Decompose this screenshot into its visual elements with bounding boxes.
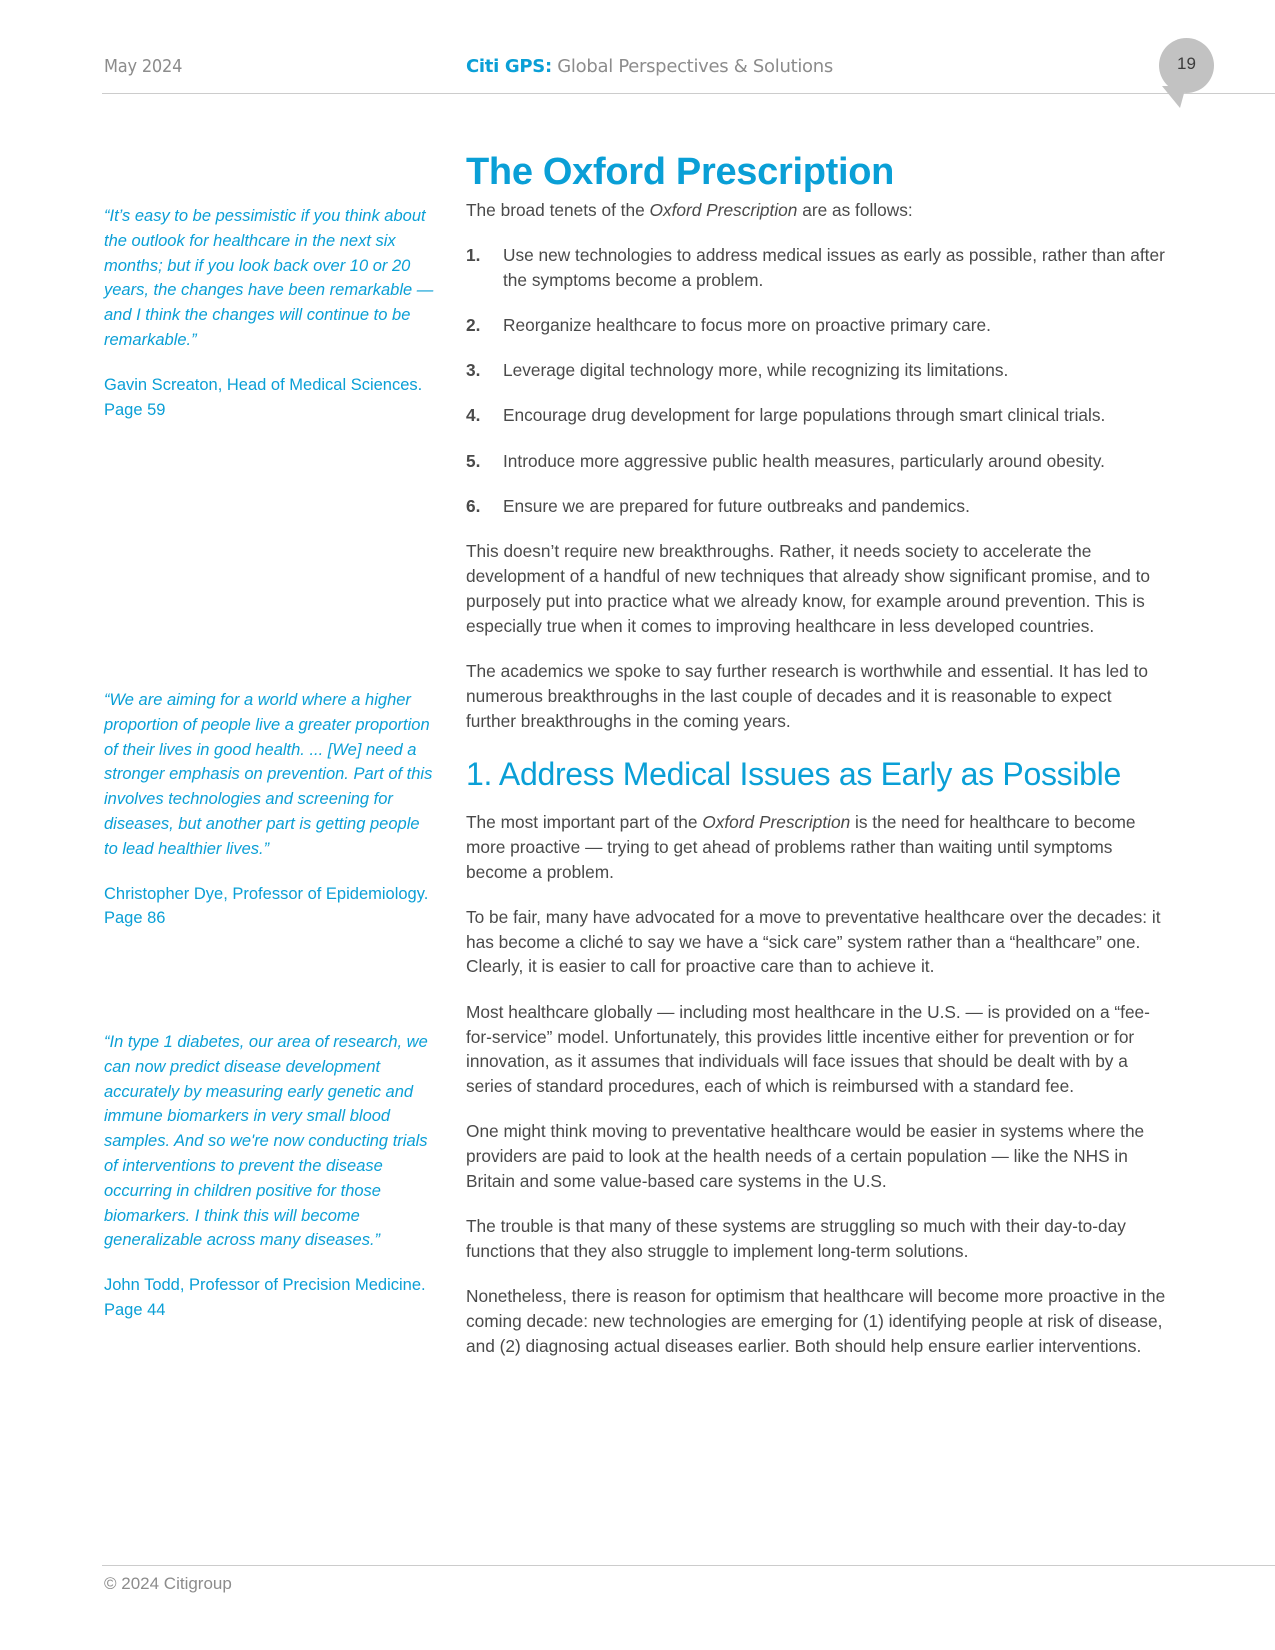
tenet-item [466, 313, 1166, 338]
section-intro-text: The most important part of the [466, 811, 703, 832]
tenet-text: Reorganize healthcare to focus more on proactive primary care. [503, 314, 991, 335]
tenet-text: Introduce more aggressive public health measures, particularly around obesity. [503, 450, 1105, 471]
header-date: May 2024 [104, 56, 183, 77]
section-intro-paragraph [466, 810, 1166, 884]
quote-text: “In type 1 diabetes, our area of research, we can now predict disease development accurately by measuring early genetic and immune biomarkers in very small blood samples. And so we're now conducting trials of interventions to prevent the disease occurring in children positive for those biomarkers. I think this will become generalizable across many diseases.” [104, 1033, 428, 1250]
body-paragraph: Nonetheless, there is reason for optimism that healthcare will become more proactive in the coming decade: new technologies are emerging for (1) identifying people at risk of disease, and (2) diagnosing actual diseases earlier. Both should help ensure earlier interventions. [466, 1286, 1166, 1356]
main-content [466, 146, 1166, 1379]
section-intro-emphasis: Oxford Prescription [702, 811, 851, 832]
intro-text: The broad tenets of the [466, 200, 650, 220]
body-paragraph: This doesn’t require new breakthroughs. Rather, it needs society to accelerate the development of a handful of new techniques that already show significant promise, and to purposely put into practice what we already know, for example around prevention. This is especially true when it comes to improving healthcare in less developed countries. [466, 541, 1150, 636]
body-paragraph: To be fair, many have advocated for a move to preventative healthcare over the decades: it has become a cliché to say we have a “sick care” system rather than a “healthcare” one. Clearly, it is easier to call for proactive care than to achieve it. [466, 906, 1161, 977]
tenet-number: 6. [466, 496, 481, 517]
section-intro-text-end: is the need for healthcare to become more proactive — trying to get ahead of problems rather than waiting until symptoms become a problem. [466, 811, 1136, 882]
footer-copyright: © 2024 Citigroup [104, 1574, 232, 1593]
page-title: The Oxford Prescription [466, 151, 895, 193]
tenet-number: 2. [466, 314, 481, 335]
quote-text: “It’s easy to be pessimistic if you think about the outlook for healthcare in the next six months; but if you look back over 10 or 20 years, the changes have been remarkable — and I think the changes will continue to be remarkable.” [104, 207, 434, 349]
header-divider [102, 93, 1275, 94]
quote-attribution: Christopher Dye, Professor of Epidemiology. [104, 884, 429, 903]
tenet-text: Use new technologies to address medical issues as early as possible, rather than after the symptoms become a problem. [503, 244, 1165, 290]
page-number-badge: 19 [1159, 38, 1214, 93]
tenet-number: 4. [466, 405, 481, 426]
header-brand: Citi GPS: [466, 56, 552, 77]
body-paragraph: The academics we spoke to say further research is worthwhile and essential. It has led to numerous breakthroughs in the last couple of decades and it is reasonable to expect further breakthroughs in the coming years. [466, 661, 1148, 731]
quote-text: “We are aiming for a world where a higher proportion of people live a greater proportion of their lives in good health. ... [We] need a stronger emphasis on prevention. Part of this involves technologies and screening for diseases, but another part is getting people to lead healthier lives.” [104, 691, 433, 858]
quote-page-reference: Page 86 [104, 909, 166, 928]
quote-attribution: Gavin Screaton, Head of Medical Sciences. [104, 375, 423, 394]
tenet-item [466, 494, 1166, 519]
sidebar-quote-2 [104, 688, 434, 931]
tenet-text: Leverage digital technology more, while recognizing its limitations. [503, 360, 1009, 381]
tenet-number: 5. [466, 450, 481, 471]
tenet-number: 1. [466, 244, 481, 265]
header-publication-title [466, 56, 833, 77]
quote-attribution: John Todd, Professor of Precision Medicine. [104, 1276, 426, 1295]
section-heading: 1. Address Medical Issues as Early as Possible [466, 755, 1121, 792]
sidebar-quote-1 [104, 204, 434, 422]
sidebar-quote-3 [104, 1030, 434, 1323]
tenet-number: 3. [466, 360, 481, 381]
intro-text-end: are as follows: [797, 200, 913, 220]
quote-page-reference: Page 44 [104, 1300, 166, 1319]
tenet-item [466, 449, 1166, 474]
body-paragraph: Most healthcare globally — including most healthcare in the U.S. — is provided on a “fee-for-service” model. Unfortunately, this provides little incentive either for prevention or for innovation, as it assumes that individuals will face issues that should be dealt with by a series of standard procedures, each of which is reimbursed with a standard fee. [466, 1001, 1150, 1097]
body-paragraph: One might think moving to preventative healthcare would be easier in systems where the providers are paid to look at the health needs of a certain population — like the NHS in Britain and some value-based care systems in the U.S. [466, 1121, 1145, 1192]
tenet-text: Ensure we are prepared for future outbreaks and pandemics. [503, 496, 970, 517]
intro-paragraph [466, 198, 1166, 223]
intro-emphasis: Oxford Prescription [649, 200, 798, 220]
header-subtitle: Global Perspectives & Solutions [551, 56, 833, 77]
footer-divider [102, 1565, 1275, 1566]
tenet-item [466, 243, 1166, 293]
quote-page-reference: Page 59 [104, 400, 166, 419]
body-paragraph: The trouble is that many of these systems are struggling so much with their day-to-day functions that they also struggle to implement long-term solutions. [466, 1216, 1126, 1262]
tenets-list [466, 243, 1166, 519]
tenet-item [466, 403, 1166, 428]
tenet-item [466, 358, 1166, 383]
tenet-text: Encourage drug development for large populations through smart clinical trials. [503, 405, 1106, 426]
